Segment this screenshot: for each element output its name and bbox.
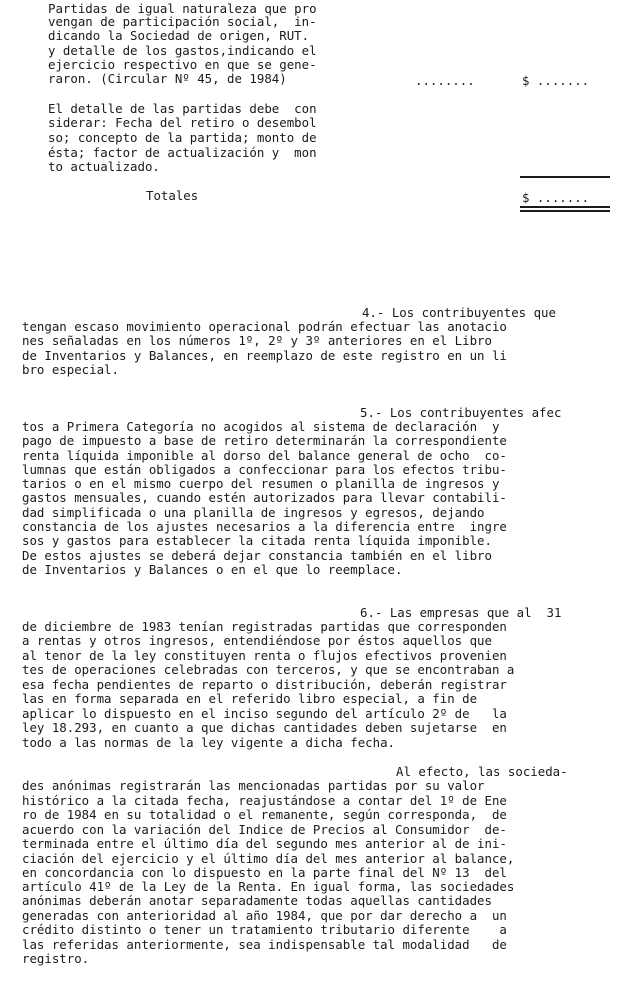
text-line: anónimas deberán anotar separadamente todas aquellas cantidades bbox=[22, 893, 492, 908]
text-line: y detalle de los gastos,indicando el bbox=[48, 43, 317, 58]
text-line: des anónimas registrarán las mencionadas partidas por su valor bbox=[22, 778, 485, 793]
text-line: so; concepto de la partida; monto de bbox=[48, 130, 317, 145]
text-line: crédito distinto o tener un tratamiento tributario diferente a bbox=[22, 922, 507, 937]
totales-amount: $ ....... bbox=[522, 190, 590, 205]
text-line: bro especial. bbox=[22, 362, 119, 377]
text-line: de Inventarios y Balances o en el que lo reemplace. bbox=[22, 562, 403, 577]
text-line: renta líquida imponible al dorso del balance general de ocho co- bbox=[22, 448, 507, 463]
text-line: Al efecto, las socieda- bbox=[396, 764, 568, 779]
text-line: de diciembre de 1983 tenían registradas partidas que corresponden bbox=[22, 619, 507, 634]
text-line: Partidas de igual naturaleza que pro bbox=[48, 1, 317, 16]
text-line: artículo 41º de la Ley de la Renta. En igual forma, las sociedades bbox=[22, 879, 515, 894]
text-line: al tenor de la ley constituyen renta o flujos efectivos provenien bbox=[22, 648, 507, 663]
text-line: ley 18.293, en cuanto a que dichas cantidades deben sujetarse en bbox=[22, 720, 507, 735]
totales-label: Totales bbox=[146, 188, 199, 203]
text-line: ciación del ejercicio y el último día del mes anterior al balance, bbox=[22, 851, 515, 866]
text-line: 6.- Las empresas que al 31 bbox=[360, 605, 562, 620]
text-line: histórico a la citada fecha, reajustándose a contar del 1º de Ene bbox=[22, 793, 507, 808]
text-line: tes de operaciones celebradas con terceros, y que se encontraban a bbox=[22, 662, 515, 677]
text-line: 4.- Los contribuyentes que bbox=[362, 305, 556, 320]
text-line: El detalle de las partidas debe con bbox=[48, 101, 317, 116]
dotted-leader: ........ bbox=[415, 73, 475, 88]
text-line: acuerdo con la variación del Indice de Precios al Consumidor de- bbox=[22, 822, 507, 837]
text-line: dicando la Sociedad de origen, RUT. bbox=[48, 28, 310, 43]
text-line: terminada entre el último día del segundo mes anterior al de ini- bbox=[22, 836, 507, 851]
text-line: ejercicio respectivo en que se gene- bbox=[48, 57, 317, 72]
text-line: 5.- Los contribuyentes afec bbox=[360, 405, 562, 420]
text-line: sos y gastos para establecer la citada renta líquida imponible. bbox=[22, 533, 492, 548]
text-line: constancia de los ajustes necesarios a la diferencia entre ingre bbox=[22, 519, 507, 534]
text-line: esa fecha pendientes de reparto o distribución, deberán registrar bbox=[22, 677, 507, 692]
text-line: De estos ajustes se deberá dejar constancia también en el libro bbox=[22, 548, 492, 563]
text-line: siderar: Fecha del retiro o desembol bbox=[48, 115, 317, 130]
text-line: generadas con anterioridad al año 1984, que por dar derecho a un bbox=[22, 908, 507, 923]
text-line: pago de impuesto a base de retiro determinarán la correspondiente bbox=[22, 433, 507, 448]
text-line: tos a Primera Categoría no acogidos al sistema de declaración y bbox=[22, 419, 500, 434]
text-line: ro de 1984 en su totalidad o el remanente, según corresponda, de bbox=[22, 807, 507, 822]
text-line: las en forma separada en el referido libro especial, a fin de bbox=[22, 691, 478, 706]
text-line: todo a las normas de la ley vigente a dicha fecha. bbox=[22, 735, 395, 750]
text-line: vengan de participación social, in- bbox=[48, 14, 317, 29]
total-rule-bottom-1 bbox=[520, 206, 610, 208]
total-rule-bottom-2 bbox=[520, 210, 610, 212]
text-line: to actualizado. bbox=[48, 159, 160, 174]
amount-placeholder: $ ....... bbox=[522, 73, 590, 88]
text-line: aplicar lo dispuesto en el inciso segundo del artículo 2º de la bbox=[22, 706, 507, 721]
text-line: ésta; factor de actualización y mon bbox=[48, 145, 317, 160]
text-line: raron. (Circular Nº 45, de 1984) bbox=[48, 71, 287, 86]
text-line: tarios o en el mismo cuerpo del resumen o planilla de ingresos y bbox=[22, 476, 500, 491]
text-line: a rentas y otros ingresos, entendiéndose por éstos aquellos que bbox=[22, 633, 492, 648]
total-rule-top bbox=[520, 176, 610, 178]
text-line: registro. bbox=[22, 951, 90, 966]
text-line: de Inventarios y Balances, en reemplazo de este registro en un li bbox=[22, 348, 507, 363]
text-line: tengan escaso movimiento operacional podrán efectuar las anotacio bbox=[22, 319, 507, 334]
text-line: nes señaladas en los números 1º, 2º y 3º anteriores en el Libro bbox=[22, 333, 492, 348]
text-line: dad simplificada o una planilla de ingresos y egresos, dejando bbox=[22, 505, 485, 520]
text-line: en concordancia con lo dispuesto en la parte final del Nº 13 del bbox=[22, 865, 507, 880]
text-line: lumnas que están obligados a confeccionar para los efectos tribu- bbox=[22, 462, 507, 477]
text-line: gastos mensuales, cuando estén autorizados para llevar contabili- bbox=[22, 490, 507, 505]
text-line: las referidas anteriormente, sea indispensable tal modalidad de bbox=[22, 937, 507, 952]
